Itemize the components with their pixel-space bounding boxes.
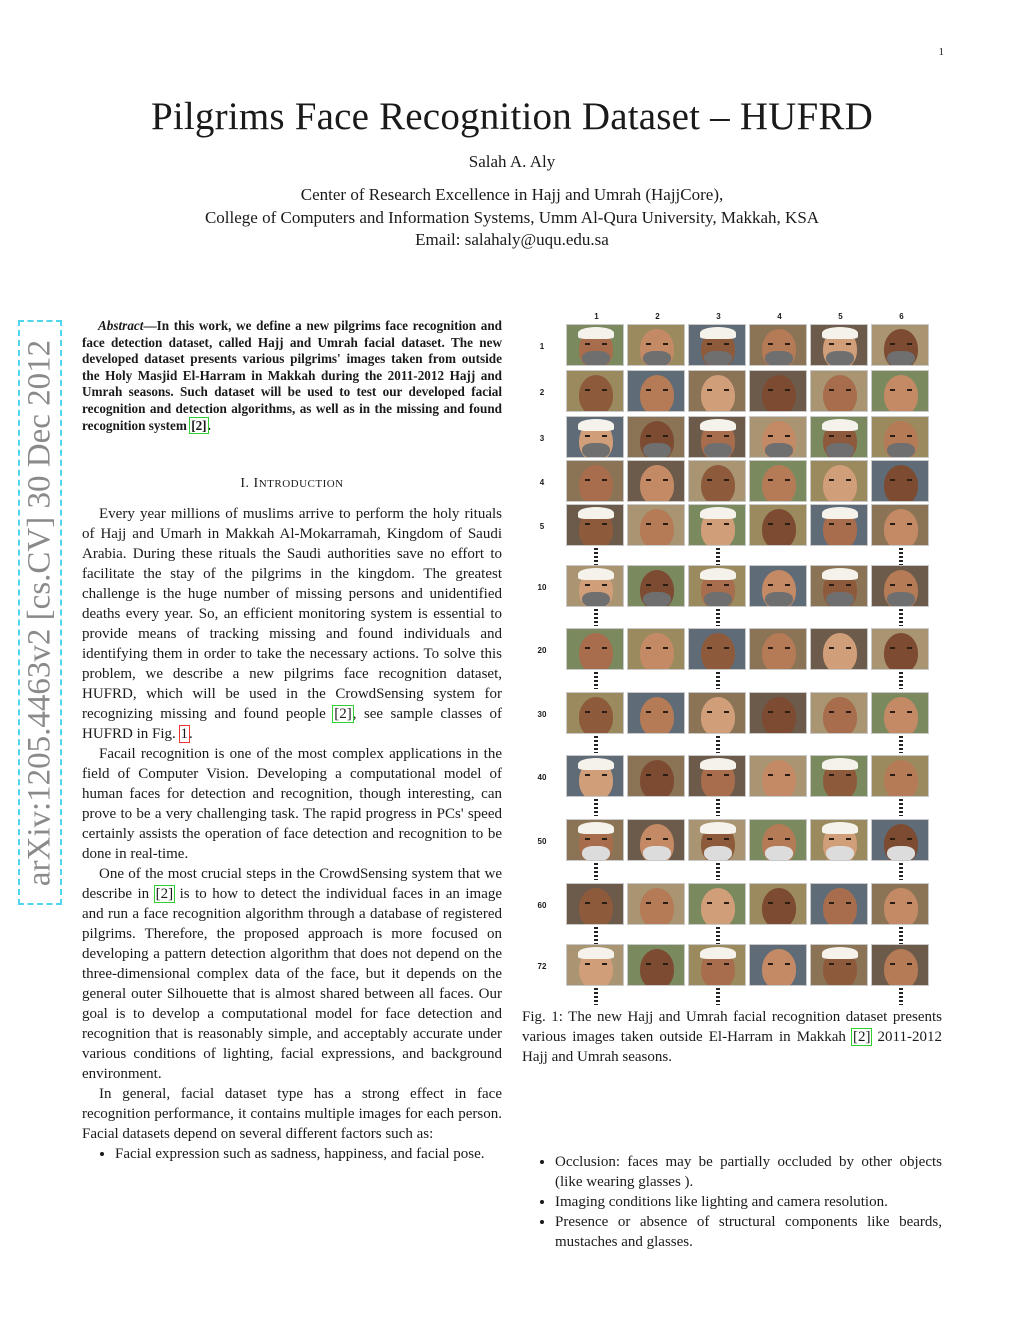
para-text: One of the most crucial steps in the CrowdSensing system that we describe in: [82, 866, 502, 903]
face-image: [627, 460, 685, 502]
face-image: [688, 504, 746, 546]
face-image: [566, 755, 624, 797]
column-label: 1: [594, 312, 599, 321]
row-label: 72: [537, 962, 547, 971]
row-label: 4: [539, 478, 545, 487]
face-image: [688, 819, 746, 861]
face-image: [871, 755, 929, 797]
column-label: 4: [777, 312, 782, 321]
face-image: [688, 565, 746, 607]
face-image: [566, 692, 624, 734]
paper-title: Pilgrims Face Recognition Dataset – HUFRD: [150, 95, 874, 138]
face-image: [566, 565, 624, 607]
column-labels: [566, 312, 938, 324]
section-heading-introduction: [82, 476, 502, 492]
intro-paragraph-1: [82, 504, 502, 744]
intro-paragraph-2: Facail recognition is one of the most complex applications in the field of Computer Vision. Developing a computational model of human faces for detection and recognition, though interesting, can prove to be a very challenging task. The rapid progress in PCs' speed certainly assists the operation of face detection and recognition to be done in real-time.: [82, 746, 502, 863]
face-image: [627, 755, 685, 797]
row-label: 50: [537, 837, 547, 846]
page-number: 1: [938, 46, 944, 58]
intro-paragraph-3: [82, 864, 502, 1084]
face-row: [566, 755, 938, 797]
face-image: [688, 692, 746, 734]
citation-link[interactable]: [2]: [334, 706, 352, 723]
ellipsis-dots: [899, 548, 903, 565]
face-image: [810, 324, 868, 366]
ellipsis-dots: [899, 988, 903, 1005]
ellipsis-dots: [594, 609, 598, 626]
caption-text: 2011-2012 Hajj and Umrah seasons.: [522, 1029, 942, 1065]
face-row: [566, 370, 938, 412]
para-text: , see sample classes of HUFRD in Fig.: [82, 706, 503, 743]
face-image: [627, 504, 685, 546]
row-label: 2: [539, 388, 545, 397]
abstract: [82, 318, 502, 434]
face-row: [566, 944, 938, 986]
factor-list: [522, 1152, 942, 1252]
ellipsis-dots: [716, 548, 720, 565]
face-row: [566, 628, 938, 670]
ellipsis-dots: [716, 672, 720, 689]
list-item: • Presence or absence of structural components like beards, mustaches and glasses.: [555, 1212, 942, 1252]
face-row: [566, 324, 938, 366]
row-label: 40: [537, 773, 547, 782]
ellipsis-dots: [899, 672, 903, 689]
abstract-label: Abstract: [98, 318, 144, 333]
row-label: 60: [537, 901, 547, 910]
face-image: [871, 416, 929, 458]
row-label: 3: [539, 434, 545, 443]
ellipsis-dots: [899, 736, 903, 753]
face-image: [810, 944, 868, 986]
face-image: [688, 416, 746, 458]
ellipsis-dots: [899, 799, 903, 816]
ellipsis-dots: [594, 863, 598, 880]
caption-text: Fig. 1: The new Hajj and Umrah facial recognition dataset presents various images taken outside El-Harram in Makkah: [522, 1009, 942, 1045]
face-row: [566, 819, 938, 861]
face-image: [810, 504, 868, 546]
ellipsis-dots: [899, 927, 903, 944]
right-column-list: [522, 1152, 942, 1252]
ellipsis-dots: [716, 988, 720, 1005]
face-image: [749, 883, 807, 925]
face-row: [566, 692, 938, 734]
face-image: [566, 460, 624, 502]
face-image: [688, 944, 746, 986]
face-image: [749, 324, 807, 366]
figure-caption: [522, 1007, 942, 1067]
author-name: Salah A. Aly: [468, 152, 556, 171]
face-image: [566, 883, 624, 925]
face-image: [566, 819, 624, 861]
abstract-text: In this work, we define a new pilgrims face recognition and face detection dataset, called Hajj and Umrah facial dataset. The new developed dataset presents various pilgrims' images taken from outside the Holy Masjid El-Harram in Makkah during the 2011-2012 Hajj and Umrah seasons. Such dataset will be used to test our developed facial recognition and detection algorithms, as well as in the missing and found recognition system: [82, 318, 502, 433]
ellipsis-dots: [899, 863, 903, 880]
abstract-dash: —: [143, 318, 157, 333]
face-image: [566, 324, 624, 366]
ellipsis-dots: [716, 609, 720, 626]
citation-link[interactable]: [2]: [852, 1029, 871, 1045]
column-label: 2: [655, 312, 660, 321]
affiliation-line-1: Center of Research Excellence in Hajj and Umrah (HajjCore),: [300, 185, 724, 204]
face-image: [749, 460, 807, 502]
face-image: [566, 504, 624, 546]
face-image: [871, 628, 929, 670]
face-image: [871, 565, 929, 607]
column-label: 6: [899, 312, 904, 321]
row-label: 20: [537, 646, 547, 655]
face-image: [810, 565, 868, 607]
face-image: [627, 324, 685, 366]
row-label: 1: [539, 342, 545, 351]
arxiv-stamp[interactable]: [18, 320, 62, 905]
list-item: • Imaging conditions like lighting and camera resolution.: [555, 1192, 942, 1212]
row-label: 30: [537, 710, 547, 719]
face-image: [688, 883, 746, 925]
face-image: [810, 460, 868, 502]
face-image: [871, 692, 929, 734]
para-text: .: [189, 726, 193, 743]
figure-link[interactable]: 1: [180, 726, 189, 743]
citation-link[interactable]: [2]: [191, 417, 207, 433]
face-image: [749, 370, 807, 412]
face-image: [627, 628, 685, 670]
face-image: [688, 755, 746, 797]
face-image: [749, 628, 807, 670]
face-image: [871, 370, 929, 412]
face-image: [749, 755, 807, 797]
face-image: [566, 370, 624, 412]
face-image: [749, 944, 807, 986]
face-image: [627, 944, 685, 986]
para-text: Every year millions of muslims arrive to perform the holy rituals of Hajj and Umarh in Makkah Al-Mokarramah, Kingdom of Saudi Arabia. During these rituals the Saudi authorities save no effort to facilitate the stay of the pilgrims in the kingdom. The greatest challenge is the huge number of missing persons and unidentified deaths every year. So, an efficient monitoring system is essential to provide means of tracking missing and found individuals and identifying them in order to take the necessary actions. To solve this problem, we describe a new pilgrims face recognition dataset, HUFRD, which will be used in the CrowdSensing system for recognizing missing and found people: [82, 506, 502, 723]
left-column: [82, 318, 502, 1164]
face-image: [749, 504, 807, 546]
ellipsis-dots: [594, 988, 598, 1005]
factor-list: [82, 1144, 502, 1164]
face-image: [810, 692, 868, 734]
citation-link[interactable]: [2]: [155, 886, 174, 903]
ellipsis-dots: [716, 736, 720, 753]
face-image: [871, 460, 929, 502]
face-image: [810, 628, 868, 670]
face-row: [566, 883, 938, 925]
face-image: [566, 416, 624, 458]
section-number: I.: [240, 476, 250, 492]
face-image: [566, 628, 624, 670]
section-title-initial: I: [253, 476, 259, 492]
face-image: [871, 324, 929, 366]
arxiv-id-label: arXiv:1205.4463v2 [cs.CV] 30 Dec 2012: [21, 339, 58, 886]
face-row: [566, 460, 938, 502]
face-image: [871, 819, 929, 861]
para-text: is to how to detect the individual faces in an image and run a face recognition algorithm through a database of registered pilgrims. Therefore, the proposed approach is more focused on developing a pattern detection algorithm that does not depend on the three-dimensional complex data of the face, but it depends on the general outer Silhouette that is almost shared between all faces. Our goal is to develop a computational model for face detection and recognition that is reasonably simple, and acceptably accurate under various conditions of lighting, facial expressions, and background environment.: [82, 886, 503, 1083]
face-image: [810, 755, 868, 797]
list-item: • Facial expression such as sadness, happiness, and facial pose.: [115, 1144, 502, 1164]
face-image: [688, 370, 746, 412]
face-image: [810, 370, 868, 412]
ellipsis-dots: [716, 863, 720, 880]
face-row: [566, 504, 938, 546]
ellipsis-dots: [716, 799, 720, 816]
face-row: [566, 416, 938, 458]
face-image: [810, 416, 868, 458]
column-label: 3: [716, 312, 721, 321]
affiliation-line-2: College of Computers and Information Systems, Umm Al-Qura University, Makkah, KSA: [204, 207, 820, 227]
ellipsis-dots: [716, 927, 720, 944]
face-image: [688, 324, 746, 366]
row-label: 5: [539, 522, 545, 531]
author-email: Email: salahaly@uqu.edu.sa: [415, 230, 609, 249]
face-image: [810, 819, 868, 861]
face-image: [749, 692, 807, 734]
ellipsis-dots: [594, 799, 598, 816]
section-title-rest: NTRODUCTION: [258, 478, 344, 491]
intro-paragraph-4: In general, facial dataset type has a strong effect in face recognition performance, it contains multiple images for each person. Facial datasets depend on several different factors such as:: [82, 1086, 502, 1143]
face-image: [749, 565, 807, 607]
ellipsis-dots: [594, 927, 598, 944]
abstract-end: .: [207, 417, 211, 433]
face-image: [749, 819, 807, 861]
face-image: [627, 692, 685, 734]
face-image: [566, 944, 624, 986]
ellipsis-dots: [594, 548, 598, 565]
face-image: [749, 416, 807, 458]
face-image: [627, 370, 685, 412]
face-image: [871, 504, 929, 546]
face-image: [871, 883, 929, 925]
face-image: [688, 628, 746, 670]
face-image: [810, 883, 868, 925]
face-image: [688, 460, 746, 502]
face-image: [627, 565, 685, 607]
ellipsis-dots: [899, 609, 903, 626]
ellipsis-dots: [594, 736, 598, 753]
face-image: [871, 944, 929, 986]
column-label: 5: [838, 312, 843, 321]
list-item: • Occlusion: faces may be partially occluded by other objects (like wearing glasses ).: [555, 1152, 942, 1192]
ellipsis-dots: [594, 672, 598, 689]
face-row: [566, 565, 938, 607]
face-image: [627, 883, 685, 925]
row-label: 10: [537, 583, 547, 592]
face-dataset-figure: [528, 312, 938, 1002]
face-image: [627, 819, 685, 861]
face-image: [627, 416, 685, 458]
affiliation: [0, 184, 1024, 252]
